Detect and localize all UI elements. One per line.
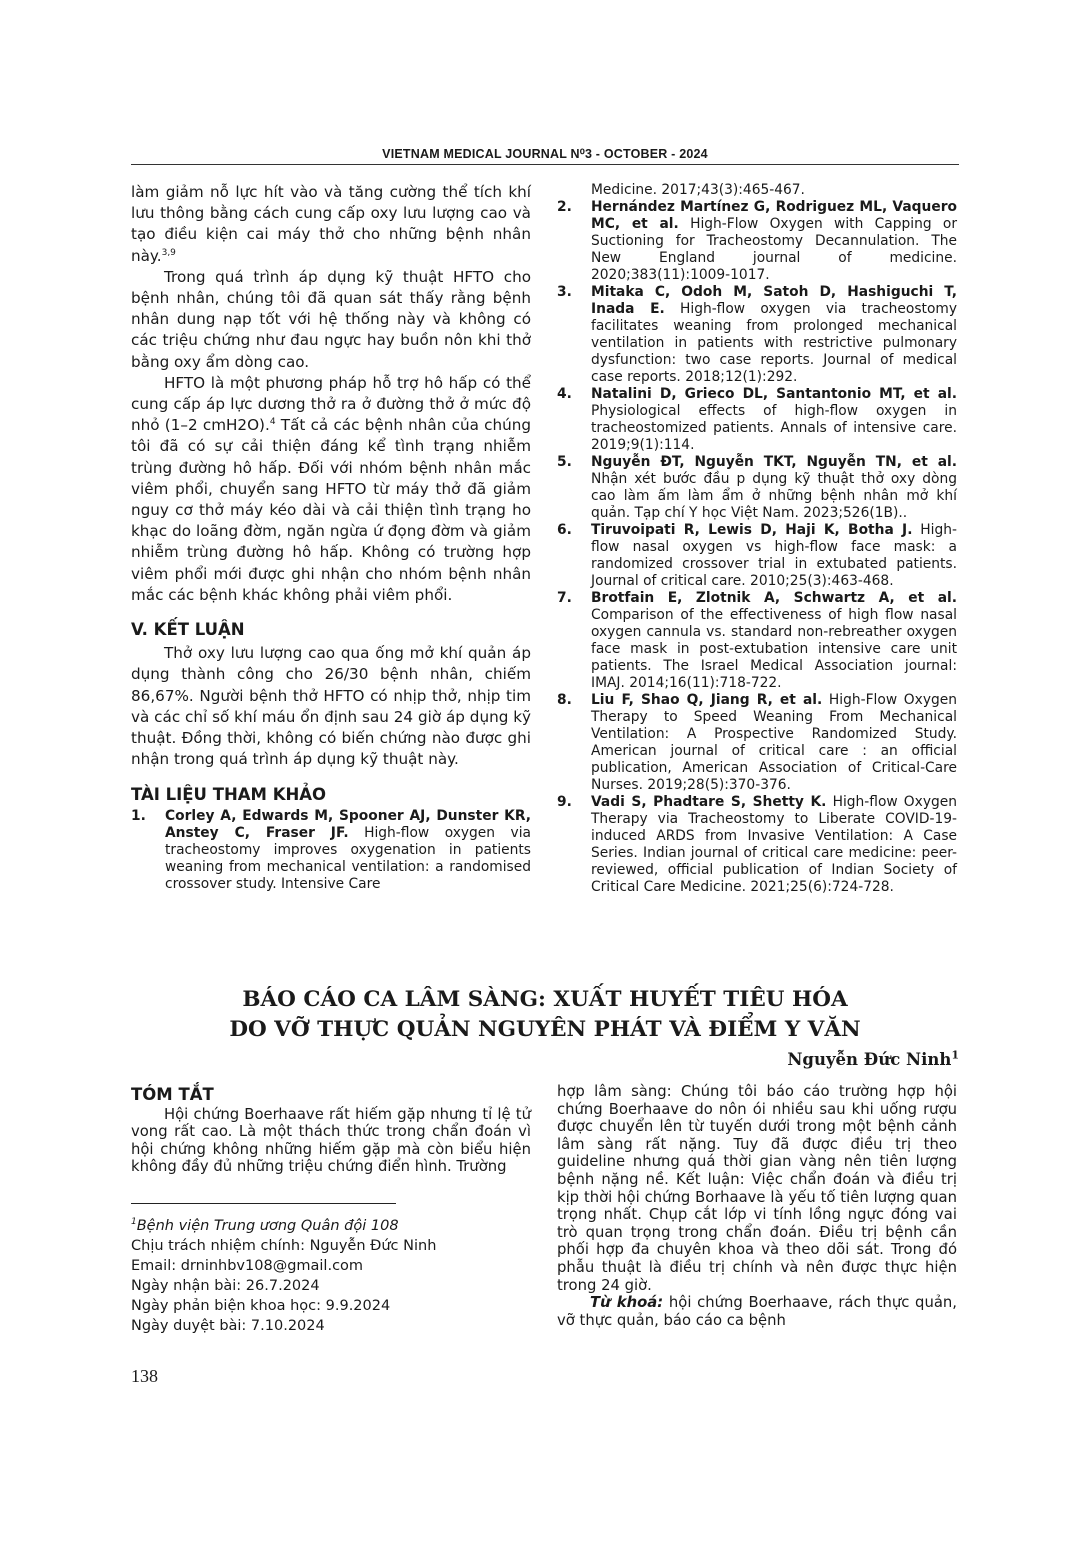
reference-authors: Corley A, Edwards M, Spooner AJ, Dunster KR, Anstey C, Fraser JF. xyxy=(165,807,531,841)
reference-item xyxy=(557,284,957,386)
reference-number: 2. xyxy=(557,199,572,215)
references-heading: TÀI LIỆU THAM KHẢO xyxy=(131,785,327,805)
reference-text xyxy=(591,692,957,794)
reference-authors: Brotfain E, Zlotnik A, Schwartz A, et al. xyxy=(591,590,957,606)
reference-text xyxy=(165,808,531,893)
discussion-paragraph-3 xyxy=(131,373,531,606)
reference-number: 7. xyxy=(557,590,572,606)
reference-item xyxy=(557,794,957,896)
summary-right xyxy=(557,1083,957,1329)
article-title-line-1: BÁO CÁO CA LÂM SÀNG: XUẤT HUYẾT TIÊU HÓA xyxy=(242,987,848,1012)
reference-authors: Hernández Martínez G, Rodriguez ML, Vaquero MC, et al. xyxy=(591,199,957,232)
reference-number: 8. xyxy=(557,692,572,708)
reference-number: 1. xyxy=(131,807,146,824)
summary-heading: TÓM TẮT xyxy=(131,1085,214,1104)
citation-sup: 4 xyxy=(269,417,276,428)
reference-citation: High-Flow Oxygen Therapy to Speed Weaning From Mechanical Ventilation: A Prospective Randomized Study. American journal of critical care : an official publication, American Association of Critical-Care Nurses. 2019;28(5):370-376. xyxy=(591,692,957,793)
reference-authors: Tiruvoipati R, Lewis D, Haji K, Botha J. xyxy=(591,522,913,538)
citation-sup: 3,9 xyxy=(161,247,176,258)
article-title-line-2: DO VỠ THỰC QUẢN NGUYÊN PHÁT VÀ ĐIỂM Y VĂN xyxy=(229,1017,861,1042)
reference-text xyxy=(591,454,957,522)
reference-text xyxy=(591,199,957,284)
review-date: Ngày phản biện khoa học: 9.9.2024 xyxy=(131,1298,391,1314)
reference-item xyxy=(131,808,531,893)
reference-item xyxy=(557,522,957,590)
keywords-label: Từ khoá: xyxy=(590,1294,664,1312)
reference-number: 3. xyxy=(557,284,572,300)
reference-number: 9. xyxy=(557,794,572,810)
reference-citation: Nhận xét bước đầu p dụng kỹ thuật thở oxy dòng cao làm ấm làm ẩm ở những bệnh nhân mở khí quản. Tạp chí Y học Việt Nam. 2023;526(1B).. xyxy=(591,471,957,521)
summary-text-right: hợp lâm sàng: Chúng tôi báo cáo trường hợp hội chứng Boerhaave do nôn ói nhiều sau khi uống rượu được chuyển lên từ tuyến dưới trong một bệnh cảnh lâm sàng rất nặng. Tuy đã được điều trị theo guideline nhưng quá thời gian vàng nên tiên lượng bệnh nặng nề. Kết luận: Việc chẩn đoán và điều trị kịp thời hội chứng Borhaave là yếu tố tiên lượng quan trọng nhất. Chụp cắt lớp vi tính lồng ngực đóng vai trò quan trọng trong chẩn đoán. Điều trị bệnh cần phối hợp đa chuyên khoa và theo dõi sát. Trong đó phẫu thuật là điều trị chính và nên được thực hiện trong 24 giờ. xyxy=(557,1083,957,1294)
reference-number: 4. xyxy=(557,386,572,402)
accepted-date: Ngày duyệt bài: 7.10.2024 xyxy=(131,1318,325,1334)
conclusion-paragraph: Thở oxy lưu lượng cao qua ống mở khí quản áp dụng thành công cho 26/30 bệnh nhân, chiếm 86,67%. Người bệnh thở HFTO có nhịp thở, nhịp tim và các chỉ số khí máu ổn định sau 24 giờ áp dụng kỹ thuật. Đồng thời, không có biến chứng nào được ghi nhận trong quá trình áp dụng kỹ thuật này. xyxy=(131,644,531,769)
email: Email: drninhbv108@gmail.com xyxy=(131,1258,364,1274)
reference-number: 6. xyxy=(557,522,572,538)
reference-text xyxy=(591,794,957,896)
author-affiliation-sup: 1 xyxy=(951,1048,959,1062)
reference-citation: High-flow Oxygen Therapy via Tracheostomy to Liberate COVID-19-induced ARDS from Invasive Ventilation: A Case Series. Indian journal of critical care medicine: peer-reviewed, official publication of Indian Society of Critical Care Medicine. 2021;25(6):724-728. xyxy=(591,794,957,895)
author-name: Nguyễn Đức Ninh xyxy=(787,1050,952,1069)
reference-citation: Comparison of the effectiveness of high flow nasal oxygen cannula vs. standard non-rebreather oxygen face mask in post-extubation intensive care unit patients. The Israel Medical Association journal: IMAJ. 2014;16(11):718-722. xyxy=(591,607,957,691)
reference-text xyxy=(591,522,957,590)
received-date: Ngày nhận bài: 26.7.2024 xyxy=(131,1278,320,1294)
references-left xyxy=(131,808,531,893)
keywords-text: hội chứng Boerhaave, rách thực quản, vỡ thực quản, báo cáo ca bệnh xyxy=(557,1294,957,1329)
summary-left xyxy=(131,1086,531,1176)
reference-item xyxy=(557,386,957,454)
conclusion-heading: V. KẾT LUẬN xyxy=(131,620,245,640)
reference-text: Medicine. 2017;43(3):465-467. xyxy=(591,182,805,198)
responsible-author: Chịu trách nhiệm chính: Nguyễn Đức Ninh xyxy=(131,1238,437,1254)
discussion-text-1: làm giảm nỗ lực hít vào và tăng cường thể tích khí lưu thông bằng cách cung cấp oxy lưu lượng cao và tạo điều kiện cai máy thở cho những bệnh nhân này. xyxy=(131,183,531,265)
footnote xyxy=(131,1216,436,1336)
affiliation-text: Bệnh viện Trung ương Quân đội 108 xyxy=(136,1218,399,1234)
reference-authors: Liu F, Shao Q, Jiang R, et al. xyxy=(591,692,823,708)
reference-item xyxy=(557,182,957,199)
reference-item xyxy=(557,454,957,522)
left-column xyxy=(131,182,531,893)
reference-citation: High-flow oxygen via tracheostomy improves oxygenation in patients weaning from mechanical ventilation: a randomised crossover study. Intensive Care xyxy=(165,824,531,892)
article-author xyxy=(787,1050,959,1069)
page-number: 138 xyxy=(131,1366,158,1386)
references-right xyxy=(557,182,957,896)
reference-citation: High-Flow Oxygen with Capping or Suctioning for Tracheostomy Decannulation. The New England journal of medicine. 2020;383(11):1009-1017. xyxy=(591,216,957,283)
reference-number: 5. xyxy=(557,454,572,470)
affiliation-sup: 1 xyxy=(131,1217,137,1228)
reference-citation: High-flow nasal oxygen vs high-flow face mask: a randomized crossover trial in extubated patients. Journal of critical care. 2010;25(3):463-468. xyxy=(591,522,957,589)
reference-citation: High-flow oxygen via tracheostomy facilitates weaning from prolonged mechanical ventilation in patients with restrictive pulmonary dysfunction: two case reports. Journal of medical case reports. 2018;12(1):292. xyxy=(591,301,957,385)
discussion-text-3a: HFTO là một phương pháp hỗ trợ hô hấp có thể cung cấp áp lực dương thở ra ở đường thở ở mức độ nhỏ (1–2 cmH2O). xyxy=(131,373,531,435)
reference-number xyxy=(557,182,591,199)
reference-citation: Physiological effects of high-flow oxygen in tracheostomized patients. Annals of intensive care. 2019;9(1):114. xyxy=(591,403,957,453)
reference-item xyxy=(557,590,957,692)
reference-authors: Natalini D, Grieco DL, Santantonio MT, et al. xyxy=(591,386,957,402)
reference-text xyxy=(591,284,957,386)
footnote-rule xyxy=(131,1203,396,1204)
reference-text xyxy=(591,386,957,454)
discussion-text-3b: Tất cả các bệnh nhân của chúng tôi đã có sự cải thiện đáng kể tình trạng nhiễm trùng đường hô hấp. Đối với nhóm bệnh nhân mắc viêm phổi, chuyển sang HFTO từ máy thở đã giảm nguy cơ thở máy kéo dài và cải thiện tình trạng ho khạc do loãng đờm, ngăn ngừa ứ đọng đờm và giảm nhiễm trùng đường hô hấp. Không có trường hợp viêm phổi mới được ghi nhận cho nhóm bệnh nhân mắc các bệnh khác không phải viêm phổi. xyxy=(131,416,531,604)
discussion-paragraph-2: Trong quá trình áp dụng kỹ thuật HFTO cho bệnh nhân, chúng tôi đã quan sát thấy rằng bệnh nhân dung nạp tốt với hệ thống này và không có các triệu chứng như đau ngực hay buồn nôn khi thở bằng oxy ẩm dòng cao. xyxy=(131,267,531,371)
summary-text-left: Hội chứng Boerhaave rất hiếm gặp nhưng tỉ lệ tử vong rất cao. Là một thách thức trong chẩn đoán vì hội chứng không những hiếm gặp mà còn biểu hiện không đầy đủ những triệu chứng điển hình. Trường xyxy=(131,1105,531,1176)
affiliation xyxy=(131,1216,436,1236)
keywords xyxy=(557,1294,957,1329)
reference-authors: Mitaka C, Odoh M, Satoh D, Hashiguchi T, Inada E. xyxy=(591,284,957,317)
reference-text xyxy=(591,590,957,692)
journal-header: VIETNAM MEDICAL JOURNAL N⁰3 - OCTOBER - 2024 xyxy=(382,147,708,161)
article-title xyxy=(131,985,959,1045)
discussion-paragraph-1 xyxy=(131,182,531,267)
reference-item xyxy=(557,199,957,284)
header-rule xyxy=(131,164,959,165)
reference-authors: Nguyễn ĐT, Nguyễn TKT, Nguyễn TN, et al. xyxy=(591,454,957,470)
reference-authors: Vadi S, Phadtare S, Shetty K. xyxy=(591,794,827,810)
reference-item xyxy=(557,692,957,794)
